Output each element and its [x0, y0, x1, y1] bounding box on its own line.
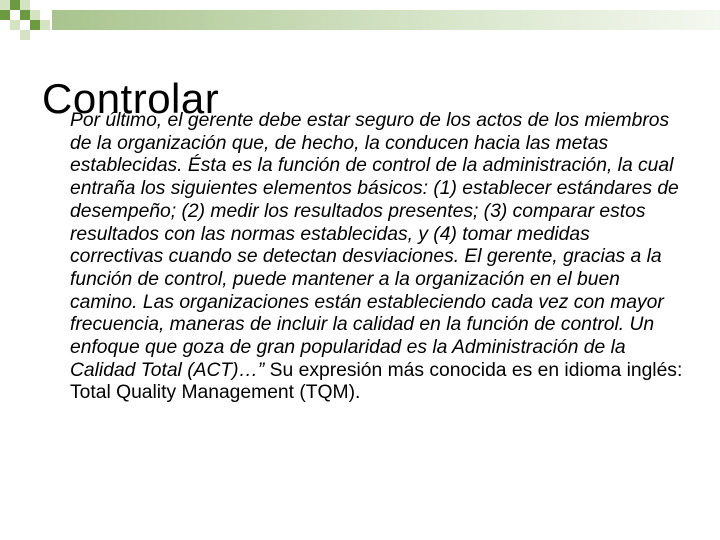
body-paragraph	[70, 110, 688, 405]
deco-square	[30, 10, 40, 20]
deco-square	[40, 20, 50, 30]
deco-square	[20, 0, 30, 10]
deco-square	[0, 10, 10, 20]
deco-square	[30, 20, 40, 30]
header-gradient-bar	[52, 10, 720, 30]
deco-square	[20, 30, 30, 40]
deco-square	[20, 10, 30, 20]
deco-square	[10, 0, 20, 10]
slide-title: Controlar	[42, 75, 220, 122]
header-decoration	[0, 0, 720, 48]
slide-body	[70, 110, 688, 405]
body-italic-text: Por último, el gerente debe estar seguro de los actos de los miembros de la organización que, de hecho, la conducen hacia las metas establecidas. Ésta es la función de control de la administración, la cual entraña los siguientes elementos básicos: (1) establecer estándares de desempeño; (2) medir los resultados presentes; (3) comparar estos resultados con las normas establecidas, y (4) tomar medidas correctivas cuando se detectan desviaciones. El gerente, gracias a la función de control, puede mantener a la organización en el buen camino. Las organizaciones están estableciendo cada vez con mayor frecuencia, maneras de incluir la calidad en la función de control. Un enfoque que goza de gran popularidad es la Administración de la Calidad Total (ACT)…”	[70, 110, 679, 381]
deco-square	[0, 0, 10, 10]
body-normal-text: Su expresión más conocida es en idioma inglés: Total Quality Management (TQM).	[70, 359, 683, 404]
deco-square	[10, 20, 20, 30]
